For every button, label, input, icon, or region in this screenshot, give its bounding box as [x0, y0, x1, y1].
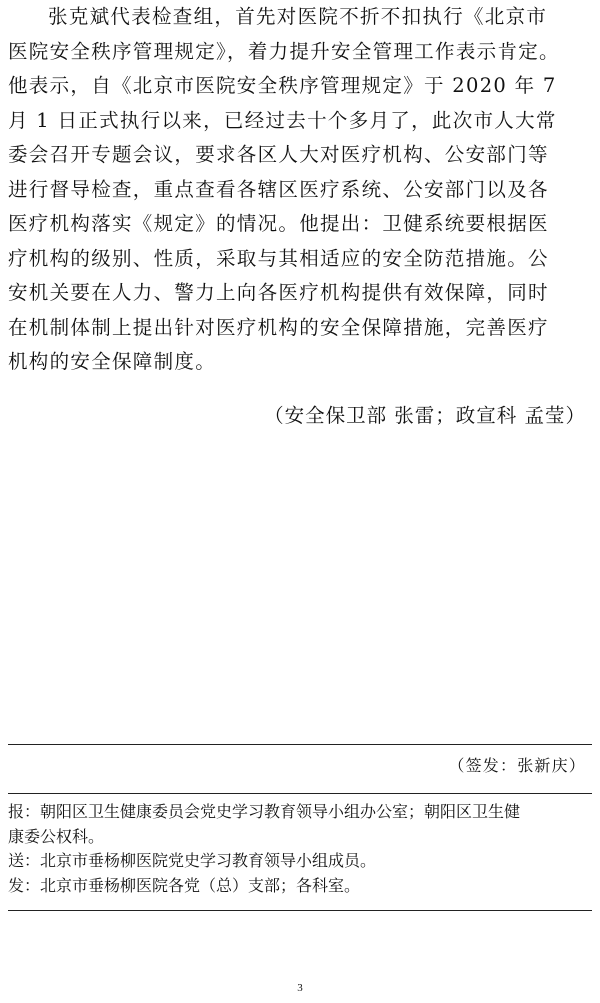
paragraph-line: 月 1 日正式执行以来，已经过去十个多月了，此次市人大常	[8, 108, 557, 132]
footer-bottom-divider	[8, 910, 592, 911]
paragraph-line: 进行督导检查，重点查看各辖区医疗系统、公安部门以及各	[8, 177, 549, 201]
issuer-line: （签发：张新庆）	[448, 756, 586, 775]
footer-top-divider	[8, 744, 592, 745]
paragraph-line: 张克斌代表检查组，首先对医院不折不扣执行《北京市	[48, 5, 548, 28]
paragraph-line: 在机制体制上提出针对医疗机构的安全保障措施，完善医疗	[8, 315, 549, 339]
paragraph-line: 他表示，自《北京市医院安全秩序管理规定》于 2020 年 7	[8, 74, 557, 97]
page-number: 3	[297, 982, 303, 994]
footer-middle-divider	[8, 793, 592, 794]
paragraph-line: 疗机构的级别、性质，采取与其相适应的安全防范措施。公	[8, 246, 549, 270]
paragraph-line: 机构的安全保障制度。	[8, 350, 217, 373]
author-signature: （安全保卫部 张雷；政宣科 孟莹）	[264, 404, 586, 427]
issue-to-line: 发：北京市垂杨柳医院各党（总）支部；各科室。	[8, 875, 361, 895]
send-to-line: 送：北京市垂杨柳医院党史学习教育领导小组成员。	[8, 851, 377, 870]
paragraph-line: 委会召开专题会议，要求各区人大对医疗机构、公安部门等	[8, 143, 549, 166]
paragraph-line: 安机关要在人力、警力上向各医疗机构提供有效保障，同时	[8, 281, 549, 304]
paragraph-line: 医院安全秩序管理规定》，着力提升安全管理工作表示肯定。	[8, 39, 560, 63]
report-to-line: 报：朝阳区卫生健康委员会党史学习教育领导小组办公室；朝阳区卫生健	[8, 802, 521, 821]
report-body	[8, 0, 592, 380]
distribution-list	[8, 800, 592, 898]
paragraph-line: 医疗机构落实《规定》的情况。他提出：卫健系统要根据医	[8, 212, 549, 235]
report-to-line: 康委公权科。	[8, 826, 105, 846]
